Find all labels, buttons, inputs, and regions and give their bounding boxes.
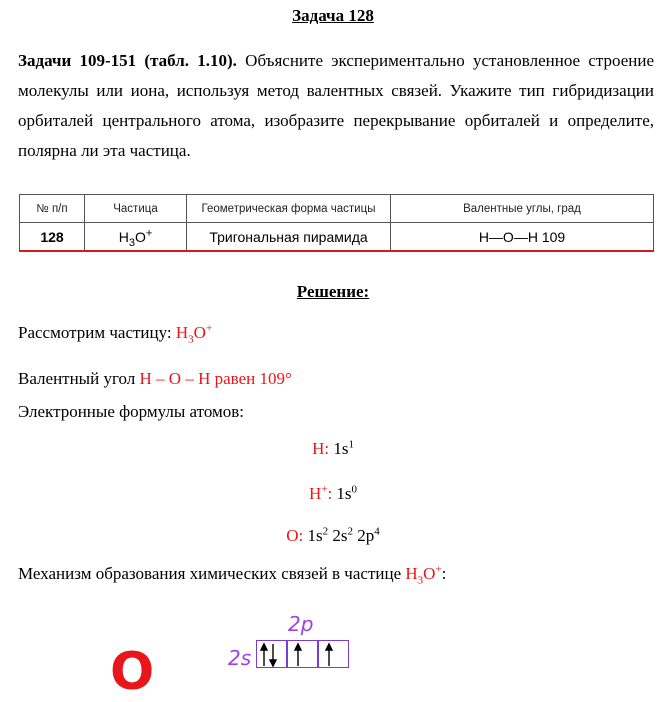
header-particle: Частица (85, 195, 187, 223)
up-arrow-icon (326, 644, 332, 650)
down-arrow-icon (270, 660, 276, 666)
table-row (20, 223, 654, 252)
oxygen-atom-symbol: O (110, 642, 155, 702)
particle-formula: $H_3O^+$ (175, 322, 213, 346)
cell-angle: H—O—H 109 (391, 223, 654, 252)
consider-line: Рассмотрим частицу: $H_3O^+$ (18, 322, 213, 346)
hplus-config: H+: $1s^0$ (308, 483, 358, 503)
task-text: Объясните экспериментально установленное строение молекулы или иона, используя метод валентных связей. Укажите тип гибридизации орбиталей центрального атома, изобразите перекрывание орбиталей и определите, полярна ли эта частица. (18, 51, 654, 160)
header-shape: Геометрическая форма частицы (187, 195, 391, 223)
label-2p: 2p (288, 612, 314, 636)
solution-heading: Решение: (296, 282, 370, 301)
particle-formula-2: $H_3O^+$ (405, 563, 442, 587)
up-arrow-icon (261, 644, 267, 650)
task-lead: Задачи 109-151 (табл. 1.10). (18, 51, 237, 70)
o-config: O: $1s^2$ $2s^2$ $2p^4$ (286, 525, 380, 545)
up-arrow-icon (295, 644, 301, 650)
page-title: Задача 128 (292, 6, 374, 25)
label-2s: 2s (228, 646, 252, 670)
particle-table (19, 194, 654, 252)
h-config: H: $1s^1$ (312, 438, 354, 458)
formulas-label: Электронные формулы атомов: (18, 402, 245, 421)
angle-line: Валентный угол H – O – H равен 109° (18, 369, 292, 388)
mechanism-line: Механизм образования химических связей в частице $H_3O^+$: (18, 563, 447, 587)
header-angles: Валентные углы, град (391, 195, 654, 223)
table-header-row (20, 195, 654, 223)
task-statement (18, 46, 654, 166)
header-num: № п/п (20, 195, 85, 223)
cell-shape: Тригональная пирамида (187, 223, 391, 252)
cell-num: 128 (20, 223, 85, 252)
cell-particle: $H_3O^+$ (85, 223, 187, 252)
